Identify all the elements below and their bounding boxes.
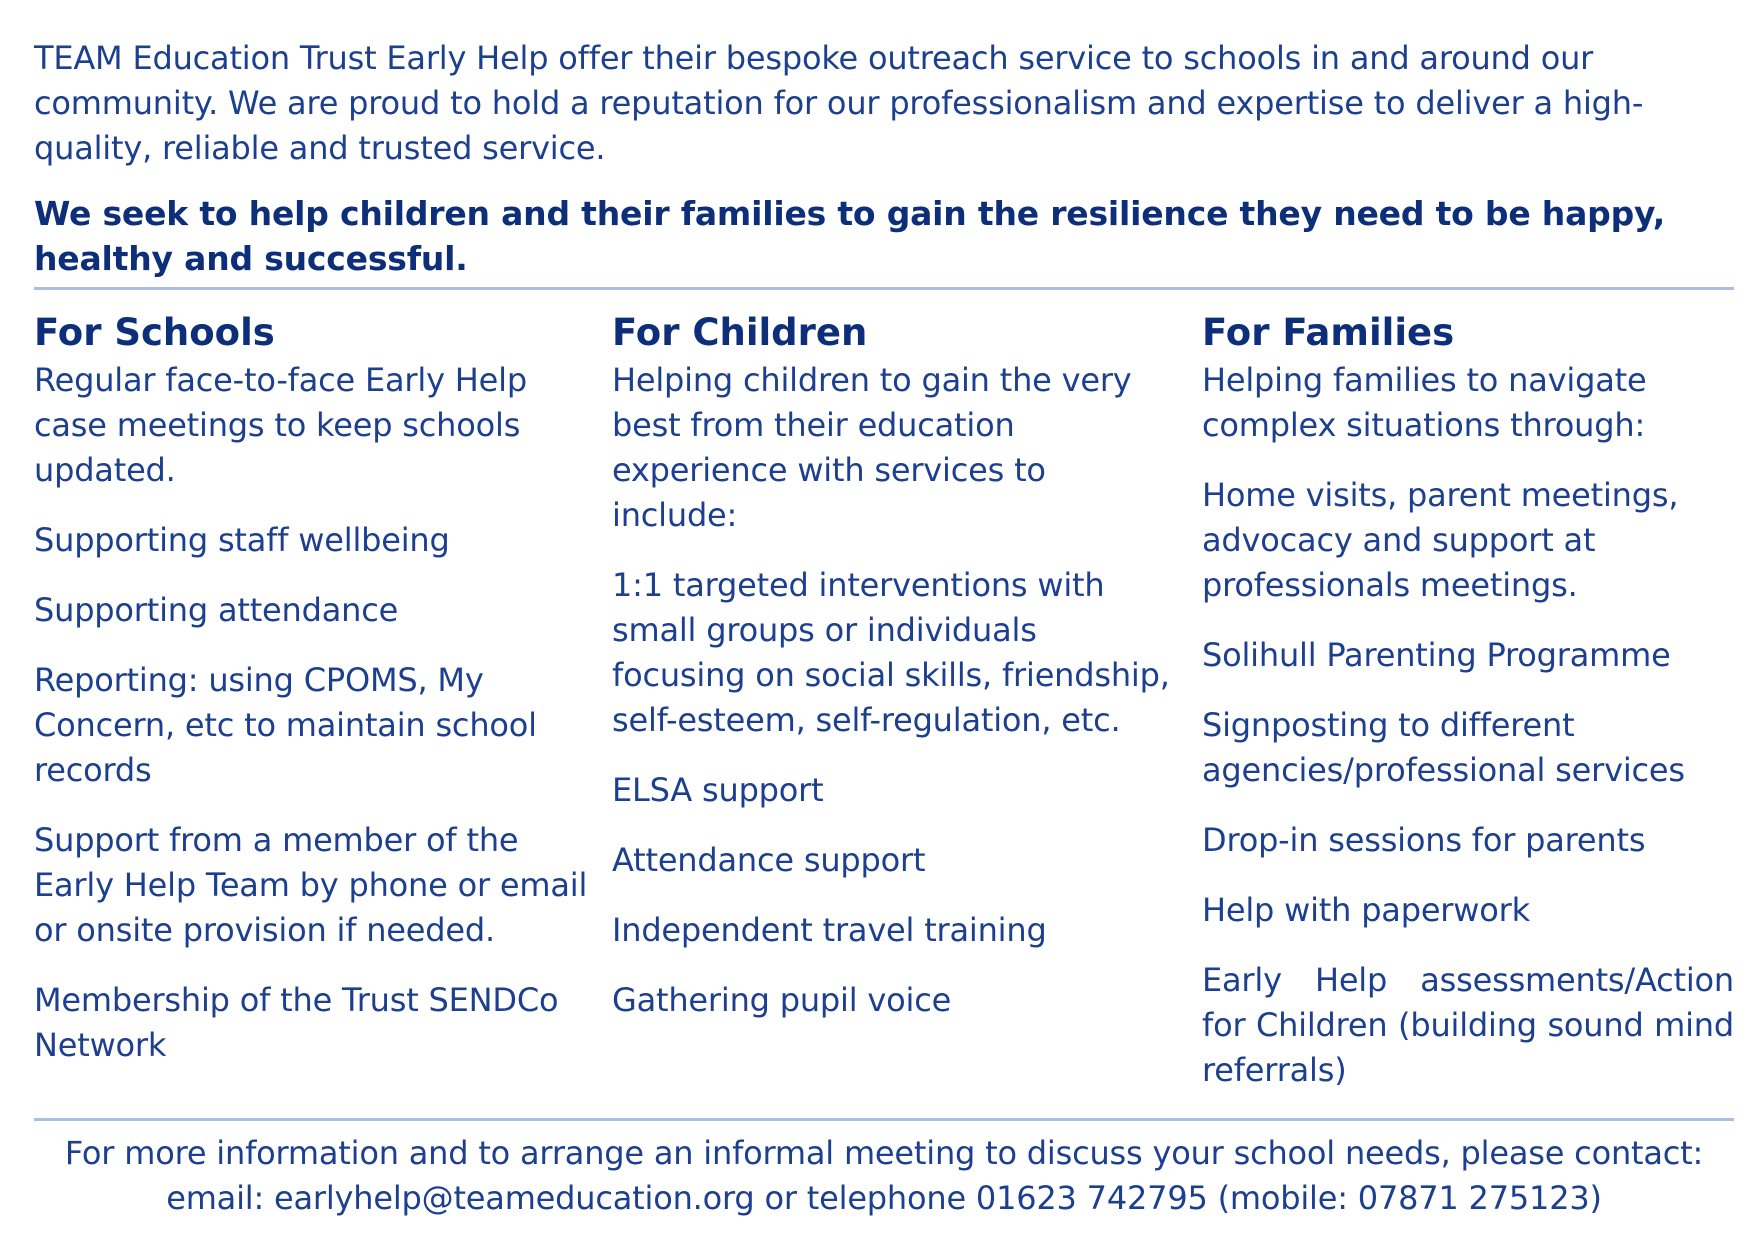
families-heading: For Families xyxy=(1202,311,1455,354)
children-item: Attendance support xyxy=(612,841,926,879)
children-item: 1:1 targeted interventions with small groups or individuals focusing on social skills, friendship, self-esteem, self-regulation, etc. xyxy=(612,566,1170,739)
children-item: ELSA support xyxy=(612,771,824,809)
schools-item: Supporting staff wellbeing xyxy=(34,521,450,559)
schools-item: Reporting: using CPOMS, My Concern, etc to maintain school records xyxy=(34,661,537,789)
children-item: Independent travel training xyxy=(612,911,1047,949)
mission-statement: We seek to help children and their families to gain the resilience they need to be happy, healthy and successful. xyxy=(34,194,1666,278)
schools-item: Support from a member of the Early Help Team by phone or email or onsite provision if needed. xyxy=(34,821,588,949)
contact-details: email: earlyhelp@teameducation.org or telephone 01623 742795 (mobile: 07871 275123) xyxy=(166,1179,1602,1217)
families-item: Early Help assessments/Action for Children (building sound mind referrals) xyxy=(1202,961,1734,1089)
schools-column xyxy=(34,312,594,1093)
schools-heading: For Schools xyxy=(34,311,275,354)
children-heading: For Children xyxy=(612,311,868,354)
families-item: Home visits, parent meetings, advocacy and support at professionals meetings. xyxy=(1202,476,1679,604)
children-item: Gathering pupil voice xyxy=(612,981,952,1019)
service-columns xyxy=(34,290,1734,1118)
early-help-document xyxy=(34,36,1734,1221)
intro-paragraph: TEAM Education Trust Early Help offer their bespoke outreach service to schools in and around our community. We are proud to hold a reputation for our professionalism and expertise to deliver a high-quality, reliable and trusted service. xyxy=(34,39,1644,167)
contact-footer xyxy=(34,1131,1734,1221)
families-column xyxy=(1202,312,1734,1118)
families-item: Signposting to different agencies/professional services xyxy=(1202,706,1685,789)
schools-item: Regular face-to-face Early Help case meetings to keep schools updated. xyxy=(34,361,527,489)
families-item: Helping families to navigate complex situations through: xyxy=(1202,361,1647,444)
children-item: Helping children to gain the very best from their education experience with services to include: xyxy=(612,361,1132,534)
contact-invitation: For more information and to arrange an informal meeting to discuss your school needs, please contact: xyxy=(64,1134,1704,1172)
schools-item: Supporting attendance xyxy=(34,591,399,629)
families-item: Solihull Parenting Programme xyxy=(1202,636,1671,674)
families-item: Help with paperwork xyxy=(1202,891,1530,929)
bottom-divider xyxy=(34,1118,1734,1121)
families-item: Drop-in sessions for parents xyxy=(1202,821,1646,859)
children-column xyxy=(612,312,1172,1048)
schools-item: Membership of the Trust SENDCo Network xyxy=(34,981,559,1064)
